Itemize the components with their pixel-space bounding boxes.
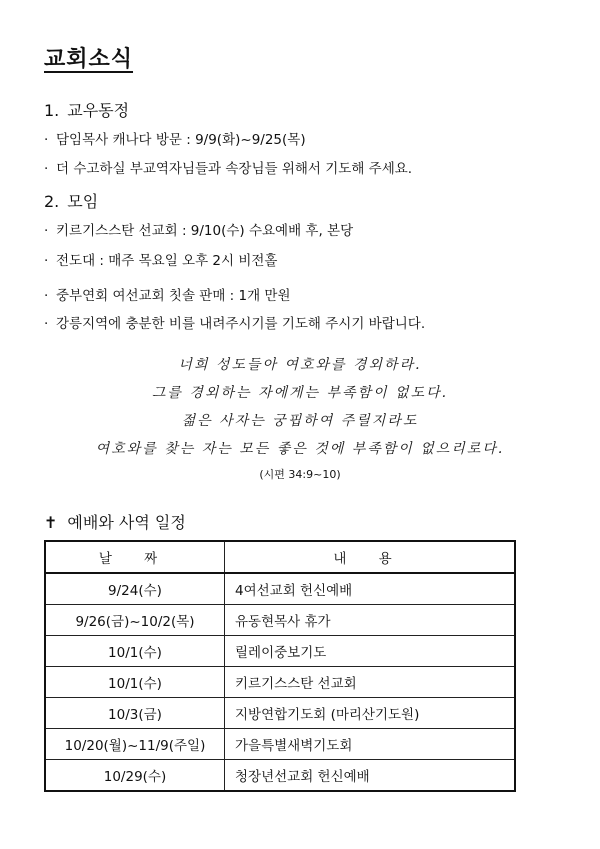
list-item-text: 담임목사 캐나다 방문 : 9/9(화)~9/25(목) [56,132,306,148]
bullet-dot: · [44,161,49,177]
list-item [44,312,425,332]
bullet-dot: · [44,132,49,148]
bullet-dot: · [44,253,49,269]
table-row [45,698,515,729]
section-heading-meetings [44,189,98,212]
table-cell-content: 지방연합기도회 (마리산기도원) [225,698,516,729]
list-item-text: 중부연회 여선교회 칫솔 판매 : 1개 만원 [56,288,291,304]
list-item-text: 강릉지역에 충분한 비를 내려주시기를 기도해 주시기 바랍니다. [56,316,426,332]
table-row [45,573,515,605]
list-item-text: 더 수고하실 부교역자님들과 속장님들 위해서 기도해 주세요. [56,161,413,177]
section-title: 교우동정 [67,101,130,120]
bullet-dot: · [44,316,49,332]
table-cell-date: 9/24(수) [45,573,225,605]
list-item [44,128,306,148]
table-cell-date: 9/26(금)~10/2(목) [45,605,225,636]
section-title: 모임 [67,192,99,211]
table-cell-content: 청장년선교회 헌신예배 [225,760,516,792]
table-cell-date: 10/1(수) [45,636,225,667]
list-item [44,219,353,239]
table-cell-content: 4여선교회 헌신예배 [225,573,516,605]
verse-line: 여호와를 찾는 자는 모든 좋은 것에 부족함이 없으리로다. [95,441,505,457]
table-row [45,760,515,792]
bullet-dot: · [44,288,49,304]
list-item-text: 전도대 : 매주 목요일 오후 2시 비전홀 [56,253,278,269]
table-cell-content: 릴레이중보기도 [225,636,516,667]
list-item-text: 키르기스스탄 선교회 : 9/10(수) 수요예배 후, 본당 [56,223,354,239]
table-cell-content: 가을특별새벽기도회 [225,729,516,760]
section-heading-member-news [44,98,129,121]
column-header-date: 날 짜 [45,541,225,573]
section-number: 1. [44,101,60,120]
table-cell-content: 키르기스스탄 선교회 [225,667,516,698]
table-cell-date: 10/3(금) [45,698,225,729]
table-cell-date: 10/29(수) [45,760,225,792]
table-header-row [45,541,515,573]
table-row [45,729,515,760]
list-item [44,249,277,269]
verse-line: 너희 성도들아 여호와를 경외하라. [178,357,422,373]
table-row [45,636,515,667]
verse-reference: (시편 34:9~10) [259,468,341,481]
table-cell-date: 10/1(수) [45,667,225,698]
column-header-content: 내 용 [225,541,516,573]
table-cell-content: 유동현목사 휴가 [225,605,516,636]
schedule-table [44,540,516,792]
schedule-title: 예배와 사역 일정 [67,513,186,532]
section-number: 2. [44,192,60,211]
schedule-heading [44,510,186,533]
verse-line: 그를 경외하는 자에게는 부족함이 없도다. [151,385,449,401]
table-row [45,667,515,698]
table-row [45,605,515,636]
page-title: 교회소식 [44,47,134,72]
table-cell-date: 10/20(월)~11/9(주일) [45,729,225,760]
bullet-dot: · [44,223,49,239]
verse-line: 젊은 사자는 궁핍하여 주릴지라도 [181,413,419,429]
cross-icon: ✝ [44,513,58,532]
list-item [44,157,412,177]
list-item [44,284,291,304]
